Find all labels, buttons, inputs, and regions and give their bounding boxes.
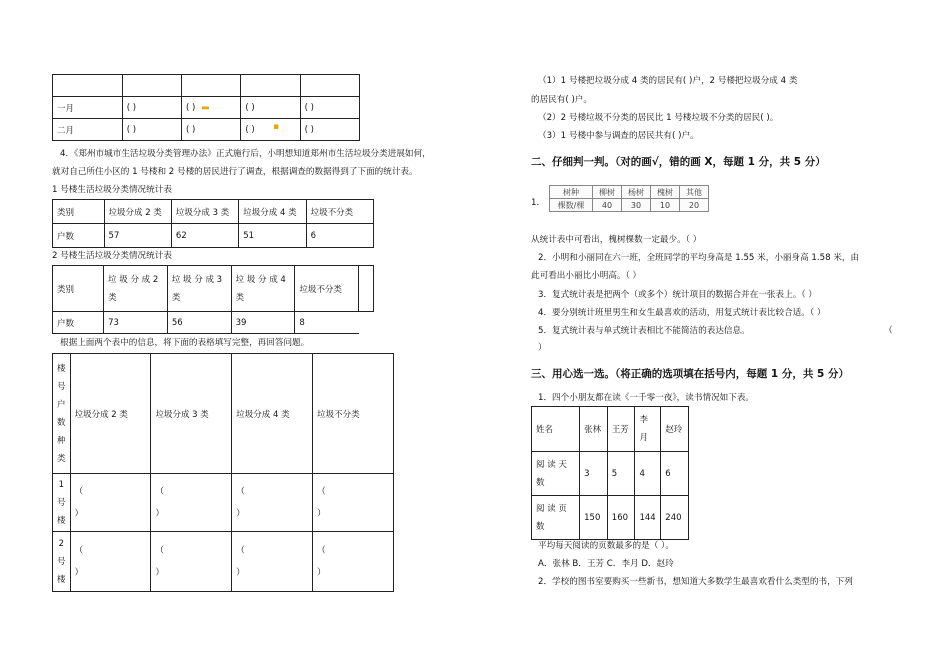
table-row: 阅 读 天 数 3 5 4 6	[532, 452, 689, 496]
answer-blank[interactable]: （ ）	[151, 532, 232, 592]
table-row: 阅 读 页 数 150 160 144 240	[532, 496, 689, 540]
building2-table: 类别 垃 圾 分 成 2 类 垃 圾 分 成 3 类 垃 圾 分 成 4 类 垃圾不分类 户数 73 56 39 8	[52, 265, 374, 334]
judge2-line1: 2．小明和小丽同在六一班，全班同学的平均身高是 1.55 米，小丽身高 1.58 米，由	[538, 253, 860, 263]
highlight-mark: ▪	[273, 122, 280, 132]
q4-instruction: 根据上面两个表中的信息，将下面的表格填写完整，再回答问题。	[60, 338, 310, 348]
highlight-mark: ▂	[202, 100, 209, 110]
answer-blank[interactable]: （ ）	[232, 532, 313, 592]
answer-blank[interactable]: ( )	[122, 97, 181, 119]
top-table-corner	[53, 75, 123, 97]
answer-blank[interactable]: （ ）	[151, 474, 232, 532]
q4-line2: 就对自己所住小区的 1 号楼和 2 号楼的居民进行了调查，根据调查的数据得到了下面的统计表。	[52, 167, 418, 177]
table-row: 户数 73 56 39 8	[53, 312, 374, 334]
judge5: 5．复式统计表与单式统计表相比不能简洁的表达信息。	[538, 326, 750, 336]
answer-blank[interactable]: （ ）	[70, 532, 151, 592]
q4-sub1-cont: 的居民有( )户。	[531, 95, 592, 105]
section2-title: 二、仔细判一判。（对的画√，错的画 X，每题 1 分，共 5 分）	[531, 156, 826, 168]
table-row: 1号楼 （ ） （ ） （ ） （ ）	[53, 474, 394, 532]
table-row: 户数 57 62 51 6	[53, 224, 374, 248]
reading-table: 姓名 张林 王芳 李月 赵玲 阅 读 天 数 3 5 4 6 阅 读 页 数 150 160 144 240	[531, 406, 689, 540]
answer-blank[interactable]: ( )	[182, 97, 241, 119]
table-row: 二月 ( ) ( ) ( ) ( )	[53, 119, 360, 141]
t1-caption: 1 号楼生活垃圾分类情况统计表	[52, 185, 172, 195]
answer-blank[interactable]: ( )	[182, 119, 241, 141]
table-row: 2号楼 （ ） （ ） （ ） （ ）	[53, 532, 394, 592]
answer-blank[interactable]: ( )	[241, 97, 300, 119]
judge5-paren-close[interactable]: ）	[538, 343, 547, 353]
answer-blank[interactable]: ( )	[122, 119, 181, 141]
judge3: 3．复式统计表是把两个（或多个）统计项目的数据合并在一张表上。（ ）	[538, 290, 817, 300]
answer-blank[interactable]: ( )	[300, 119, 359, 141]
judge2-line2: 此可看出小丽比小明高。（ ）	[531, 271, 642, 281]
q4-sub2: （2）2 号楼垃圾不分类的居民比 1 号楼垃圾不分类的居民( )。	[538, 113, 779, 123]
judge1-text: 从统计表中可看出，槐树棵数一定最少。（ ）	[531, 235, 702, 245]
answer-blank[interactable]: ( )	[241, 119, 300, 141]
t2-caption: 2 号楼生活垃圾分类情况统计表	[52, 251, 172, 261]
choice1-text: 1．四个小朋友都在读《一千零一夜》，读书情况如下表。	[538, 393, 755, 403]
judge1-number: 1．	[531, 198, 546, 208]
answer-blank[interactable]: （ ）	[70, 474, 151, 532]
fill-in-table: 楼号户数种类 垃圾分成 2 类 垃圾分成 3 类 垃圾分成 4 类 垃圾不分类 1号楼 （ ） （ ） （ ） （ ） 2号楼 （ ） （ ） （ ） （ ）	[52, 353, 394, 592]
answer-blank[interactable]: （ ）	[232, 474, 313, 532]
corner-cell: 楼号户数种类	[53, 354, 71, 474]
answer-blank[interactable]: ( )	[300, 97, 359, 119]
q4-sub1: （1）1 号楼把垃圾分成 4 类的居民有( )户，2 号楼把垃圾分成 4 类	[538, 76, 798, 86]
tree-table: 树种 柳树 杨树 槐树 其他 棵数/棵 40 30 10 20	[549, 185, 709, 212]
choice2-text: 2．学校的图书室要购买一些新书，想知道大多数学生最喜欢看什么类型的书，下列	[538, 577, 853, 587]
judge5-paren-open[interactable]: （	[884, 326, 893, 336]
section3-title: 三、用心选一选。（将正确的选项填在括号内，每题 1 分，共 5 分）	[531, 368, 849, 380]
choice1-options: A．张林 B．王芳 C．李月 D．赵玲	[538, 559, 674, 569]
q4-line1: 4．《郑州市城市生活垃圾分类管理办法》正式施行后，小明想知道郑州市生活垃圾分类进展如何，	[60, 149, 431, 159]
building1-table: 类别 垃圾分成 2 类 垃圾分成 3 类 垃圾分成 4 类 垃圾不分类 户数 57 62 51 6	[52, 199, 374, 248]
judge4: 4．要分别统计班里男生和女生最喜欢的活动，用复式统计表比较合适。（ ）	[538, 308, 826, 318]
choice1-question: 平均每天阅读的页数最多的是（ ）。	[538, 541, 674, 551]
answer-blank[interactable]: （ ）	[313, 474, 394, 532]
table-row: 一月 ( ) ( ) ( ) ( )	[53, 97, 360, 119]
answer-blank[interactable]: （ ）	[313, 532, 394, 592]
q4-sub3: （3）1 号楼中参与调查的居民共有( )户。	[538, 131, 699, 141]
